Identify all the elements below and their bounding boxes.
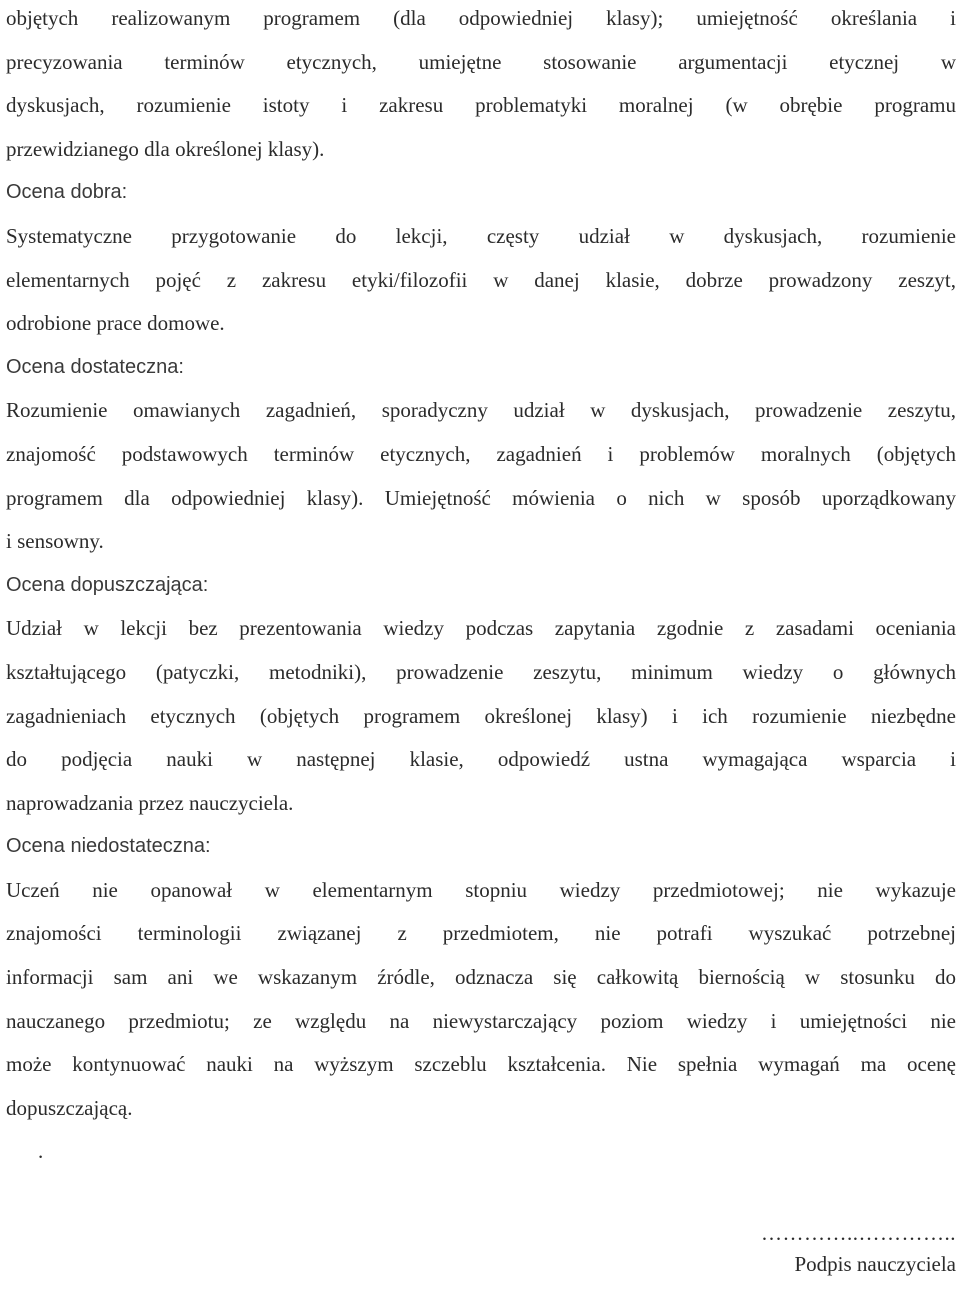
document-page: [6, 0, 956, 1174]
text-line: może kontynuować nauki na wyższym szczeblu kształcenia. Nie spełnia wymagań ma ocenę: [6, 1052, 956, 1077]
text-line: naprowadzania przez nauczyciela.: [6, 790, 294, 815]
grade-heading: Ocena dopuszczająca:: [6, 573, 209, 596]
text-line: informacji sam ani we wskazanym źródle, odznacza się całkowitą biernością w stosunku do: [6, 965, 956, 990]
grade-heading: Ocena niedostateczna:: [6, 835, 211, 858]
text-line: precyzowania terminów etycznych, umiejętne stosowanie argumentacji etycznej w: [6, 49, 956, 74]
text-line: zagadnieniach etycznych (objętych programem określonej klasy) i ich rozumienie niezbędne: [6, 703, 956, 728]
text-line: Uczeń nie opanował w elementarnym stopniu wiedzy przedmiotowej; nie wykazuje: [6, 877, 956, 902]
text-line: do podjęcia nauki w następnej klasie, odpowiedź ustna wymagająca wsparcia i: [6, 747, 956, 772]
grade-description: [6, 607, 956, 825]
text-line: odrobione prace domowe.: [6, 311, 225, 336]
grade-heading: Ocena dobra:: [6, 181, 128, 204]
text-line: dopuszczającą.: [6, 1095, 133, 1120]
grade-section-niedostateczna: [6, 825, 956, 1130]
text-line: znajomości terminologii związanej z przedmiotem, nie potrafi wyszukać potrzebnej: [6, 921, 956, 946]
grade-heading: Ocena dostateczna:: [6, 355, 184, 378]
text-line: dyskusjach, rozumienie istoty i zakresu problematyki moralnej (w obrębie programu: [6, 93, 956, 118]
signature-label: Podpis nauczyciela: [794, 1252, 956, 1276]
text-line: Systematyczne przygotowanie do lekcji, częsty udział w dyskusjach, rozumienie: [6, 223, 956, 248]
trailing-dot: .: [38, 1139, 44, 1164]
signature-block: [761, 1218, 956, 1280]
intro-paragraph: [6, 0, 956, 171]
text-line: kształtującego (patyczki, metodniki), prowadzenie zeszytu, minimum wiedzy o głównych: [6, 659, 956, 684]
grade-description: [6, 389, 956, 563]
text-line: Rozumienie omawianych zagadnień, sporadyczny udział w dyskusjach, prowadzenie zeszytu,: [6, 398, 956, 423]
grade-section-dobra: [6, 171, 956, 345]
text-line: nauczanego przedmiotu; ze względu na niewystarczający poziom wiedzy i umiejętności nie: [6, 1008, 956, 1033]
text-line: i sensowny.: [6, 529, 104, 554]
grade-section-dostateczna: [6, 346, 956, 564]
signature-line: …………..…………..: [761, 1221, 956, 1245]
text-line: elementarnych pojęć z zakresu etyki/filozofii w danej klasie, dobrze prowadzony zeszyt,: [6, 267, 956, 292]
text-line: programem dla odpowiedniej klasy). Umiejętność mówienia o nich w sposób uporządkowany: [6, 485, 956, 510]
text-line: przewidzianego dla określonej klasy).: [6, 136, 325, 161]
grade-description: [6, 869, 956, 1131]
grade-description: [6, 215, 956, 346]
text-line: objętych realizowanym programem (dla odpowiedniej klasy); umiejętność określania i: [6, 6, 956, 30]
grade-section-dopuszczajaca: [6, 564, 956, 826]
text-line: Udział w lekcji bez prezentowania wiedzy podczas zapytania zgodnie z zasadami oceniania: [6, 616, 956, 641]
text-line: znajomość podstawowych terminów etycznych, zagadnień i problemów moralnych (objętych: [6, 441, 956, 466]
